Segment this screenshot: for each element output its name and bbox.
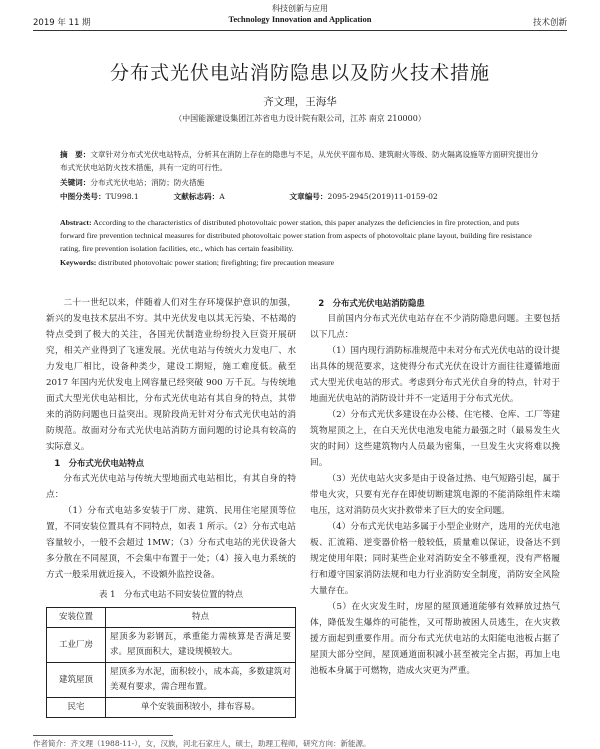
section-2-intro: 目前国内分布式光伏电站存在不少消防隐患问题。主要包括以下几点： [310,314,560,340]
hazard-item-3: （3）光伏电站火灾多是由于设备过热、电气短路引起，属于带电火灾，只要有光存在即使切断建筑电源的不能消除组件末端电压，这对消防员火灾扑救带来了巨大的安全问题。 [310,474,560,516]
section-1-paragraph-2: （1）分布式电站多安装于厂房、建筑、民用住宅屋顶等位置，不同安装位置具有不同特点，如表 1 所示。（2）分布式电站容量较小，一般不会超过 1MW；（3）分布式电站的光伏设备大多分散在不同屋顶，不会集中布置于一处；（4）接入电力系统的方式一般采用就近接入，不设额外监控设备。 [46,506,296,580]
keywords-cn-label: 关键词： [60,178,91,187]
abstract-en [60,216,540,269]
table-header-row [47,608,296,628]
table-cell-feature: 屋顶多为彩钢瓦，承重能力需核算是否满足要求。屋顶面积大，建设规模较大。 [106,628,296,663]
hazard-item-4: （4）分布式光伏电站多属于小型企业财产，选用的光伏电池板、汇流箱、逆变器价格一般较低，质量难以保证，设备达不到规定使用年限；同时某些企业对消防安全不够重视，没有严格履行和遵守国家消防法规和电力行业消防安全制度，消防安全风险大量存在。 [310,522,560,596]
journal-header [200,3,400,25]
clc-label: 中图分类号： [60,192,106,201]
authors: 齐文理，王海华 [263,96,337,108]
table-cell-feature: 单个安装面积较小，排布容易。 [106,698,296,718]
footnote-rule [33,735,173,736]
abstract-cn [60,148,540,174]
install-location-table [46,607,296,718]
issue-label: 2019 年 11 期 [33,18,91,28]
journal-name-en: Technology Innovation and Application [228,14,372,24]
paper-title: 分布式光伏电站消防隐患以及防火技术措施 [109,62,490,84]
table-header-location: 安装位置 [47,608,106,628]
table-header-feature: 特点 [106,608,296,628]
header-rule [33,30,567,31]
keywords-en-text: distributed photovoltaic power station; firefighting; fire precaution measure [98,257,335,267]
section-1-heading: 1 分布式光伏电站特点 [54,458,144,468]
hazard-item-5: （5）在火灾发生时，房屋的屋顶通道能够有效释放过热气体，降低发生爆炸的可能性，又可帮助被困人员逃生，在火灾救援方面起到重要作用。而分布式光伏电站的太阳能电池板占据了屋顶大部分空间，屋顶通道面积减小甚至被完全占据，再加上电池板本身属于可燃物，造成火灾更为严重。 [310,602,560,676]
table-caption: 表 1 分布式电站不同安装位置的特点 [98,590,244,600]
classification-line [60,190,540,203]
section-label: 技术创新 [532,18,567,28]
hazard-item-1: （1）国内现行消防标准规范中未对分布式光伏电站的设计提出具体的规范要求，这使得分布式光伏在设计方面往往遵循地面式大型光伏电站的形式。考虑到分布式光伏自身的特点，针对于地面光伏电站的消防设计并不一定适用于分布式光伏。 [310,346,560,404]
right-column [310,295,560,679]
table-cell-location: 建筑屋顶 [47,663,106,698]
journal-name-cn: 科技创新与应用 [272,4,328,13]
intro-paragraph: 二十一世纪以来，伴随着人们对生存环境保护意识的加强，新兴的发电技术层出不穷。其中光伏发电以其无污染、不枯竭的特点受到了极大的关注，各国光伏制造业纷纷投入巨资开展研究，相关产业得到了飞速发展。光伏电站与传统火力发电厂、水力发电厂相比，设备种类少，建设工期短，施工难度低。截至 2017 年国内光伏发电上网容量已经突破 900 万千瓦。与传统地面式大型光伏电站相比，分布式光伏电站有其自身的特点，其带来的消防问题也日益突出。现阶段尚无针对分布式光伏电站的消防规范。故面对分布式光伏电站消防方面问题的讨论具有较高的实际意义。 [46,298,296,452]
abstract-cn-text: 文章针对分布式光伏电站特点，分析其在消防上存在的隐患与不足，从光伏平面布局、建筑耐火等级、防火隔离设施等方面研究提出分布式光伏电站防火技术措施，具有一定的可行性。 [60,150,539,172]
table-row [47,698,296,718]
hazard-item-2: （2）分布式光伏多建设在办公楼、住宅楼、仓库、工厂等建筑物屋顶之上，在白天光伏电池发电能力最强之时（最易发生火灾的时间）这些建筑物内人员最为密集，一旦发生火灾将难以挽回。 [310,410,560,468]
clc-value: TU998.1 [105,192,139,201]
keywords-en-label: Keywords: [60,257,97,267]
abstract-en-label: Abstract: [60,218,92,227]
author-footnote: 作者简介：齐文理（1988-11-），女，汉族，河北石家庄人，硕士，助理工程师，研究方向：新能源。 [33,739,371,748]
table-cell-location: 民宅 [47,698,106,718]
table-row [47,663,296,698]
article-no-label: 文章编号： [289,192,328,201]
keywords-cn-text: 分布式光伏电站；消防；防火措施 [90,178,205,187]
table-cell-feature: 屋顶多为水泥，面积较小，成本高，多数建筑对美观有要求，需合理布置。 [106,663,296,698]
section-2-heading: 2 分布式光伏电站消防隐患 [318,298,425,308]
abstract-cn-label: 摘 要： [60,150,91,159]
article-no-value: 2095-2945(2019)11-0159-02 [327,192,438,201]
section-1-paragraph-1: 分布式光伏电站与传统大型地面式电站相比，有其自身的特点： [46,474,296,500]
table-row [47,628,296,663]
left-column [46,295,296,718]
doc-code-label: 文献标志码： [173,192,220,201]
affiliation: （中国能源建设集团江苏省电力设计院有限公司，江苏 南京 210000） [174,114,426,123]
table-cell-location: 工业厂房 [47,628,106,663]
keywords-cn [60,176,540,189]
abstract-en-text: According to the characteristics of distributed photovoltaic power station, this paper analyzes the deficiencies in fire protection, and puts forward fire prevention technical measures for distributed photovoltaic power station from aspects of photovoltaic plane layout, building fire resistance rating, fire prevention isolation facilities, etc., which has certain feasibility. [60,218,532,254]
doc-code-value: A [219,192,225,201]
